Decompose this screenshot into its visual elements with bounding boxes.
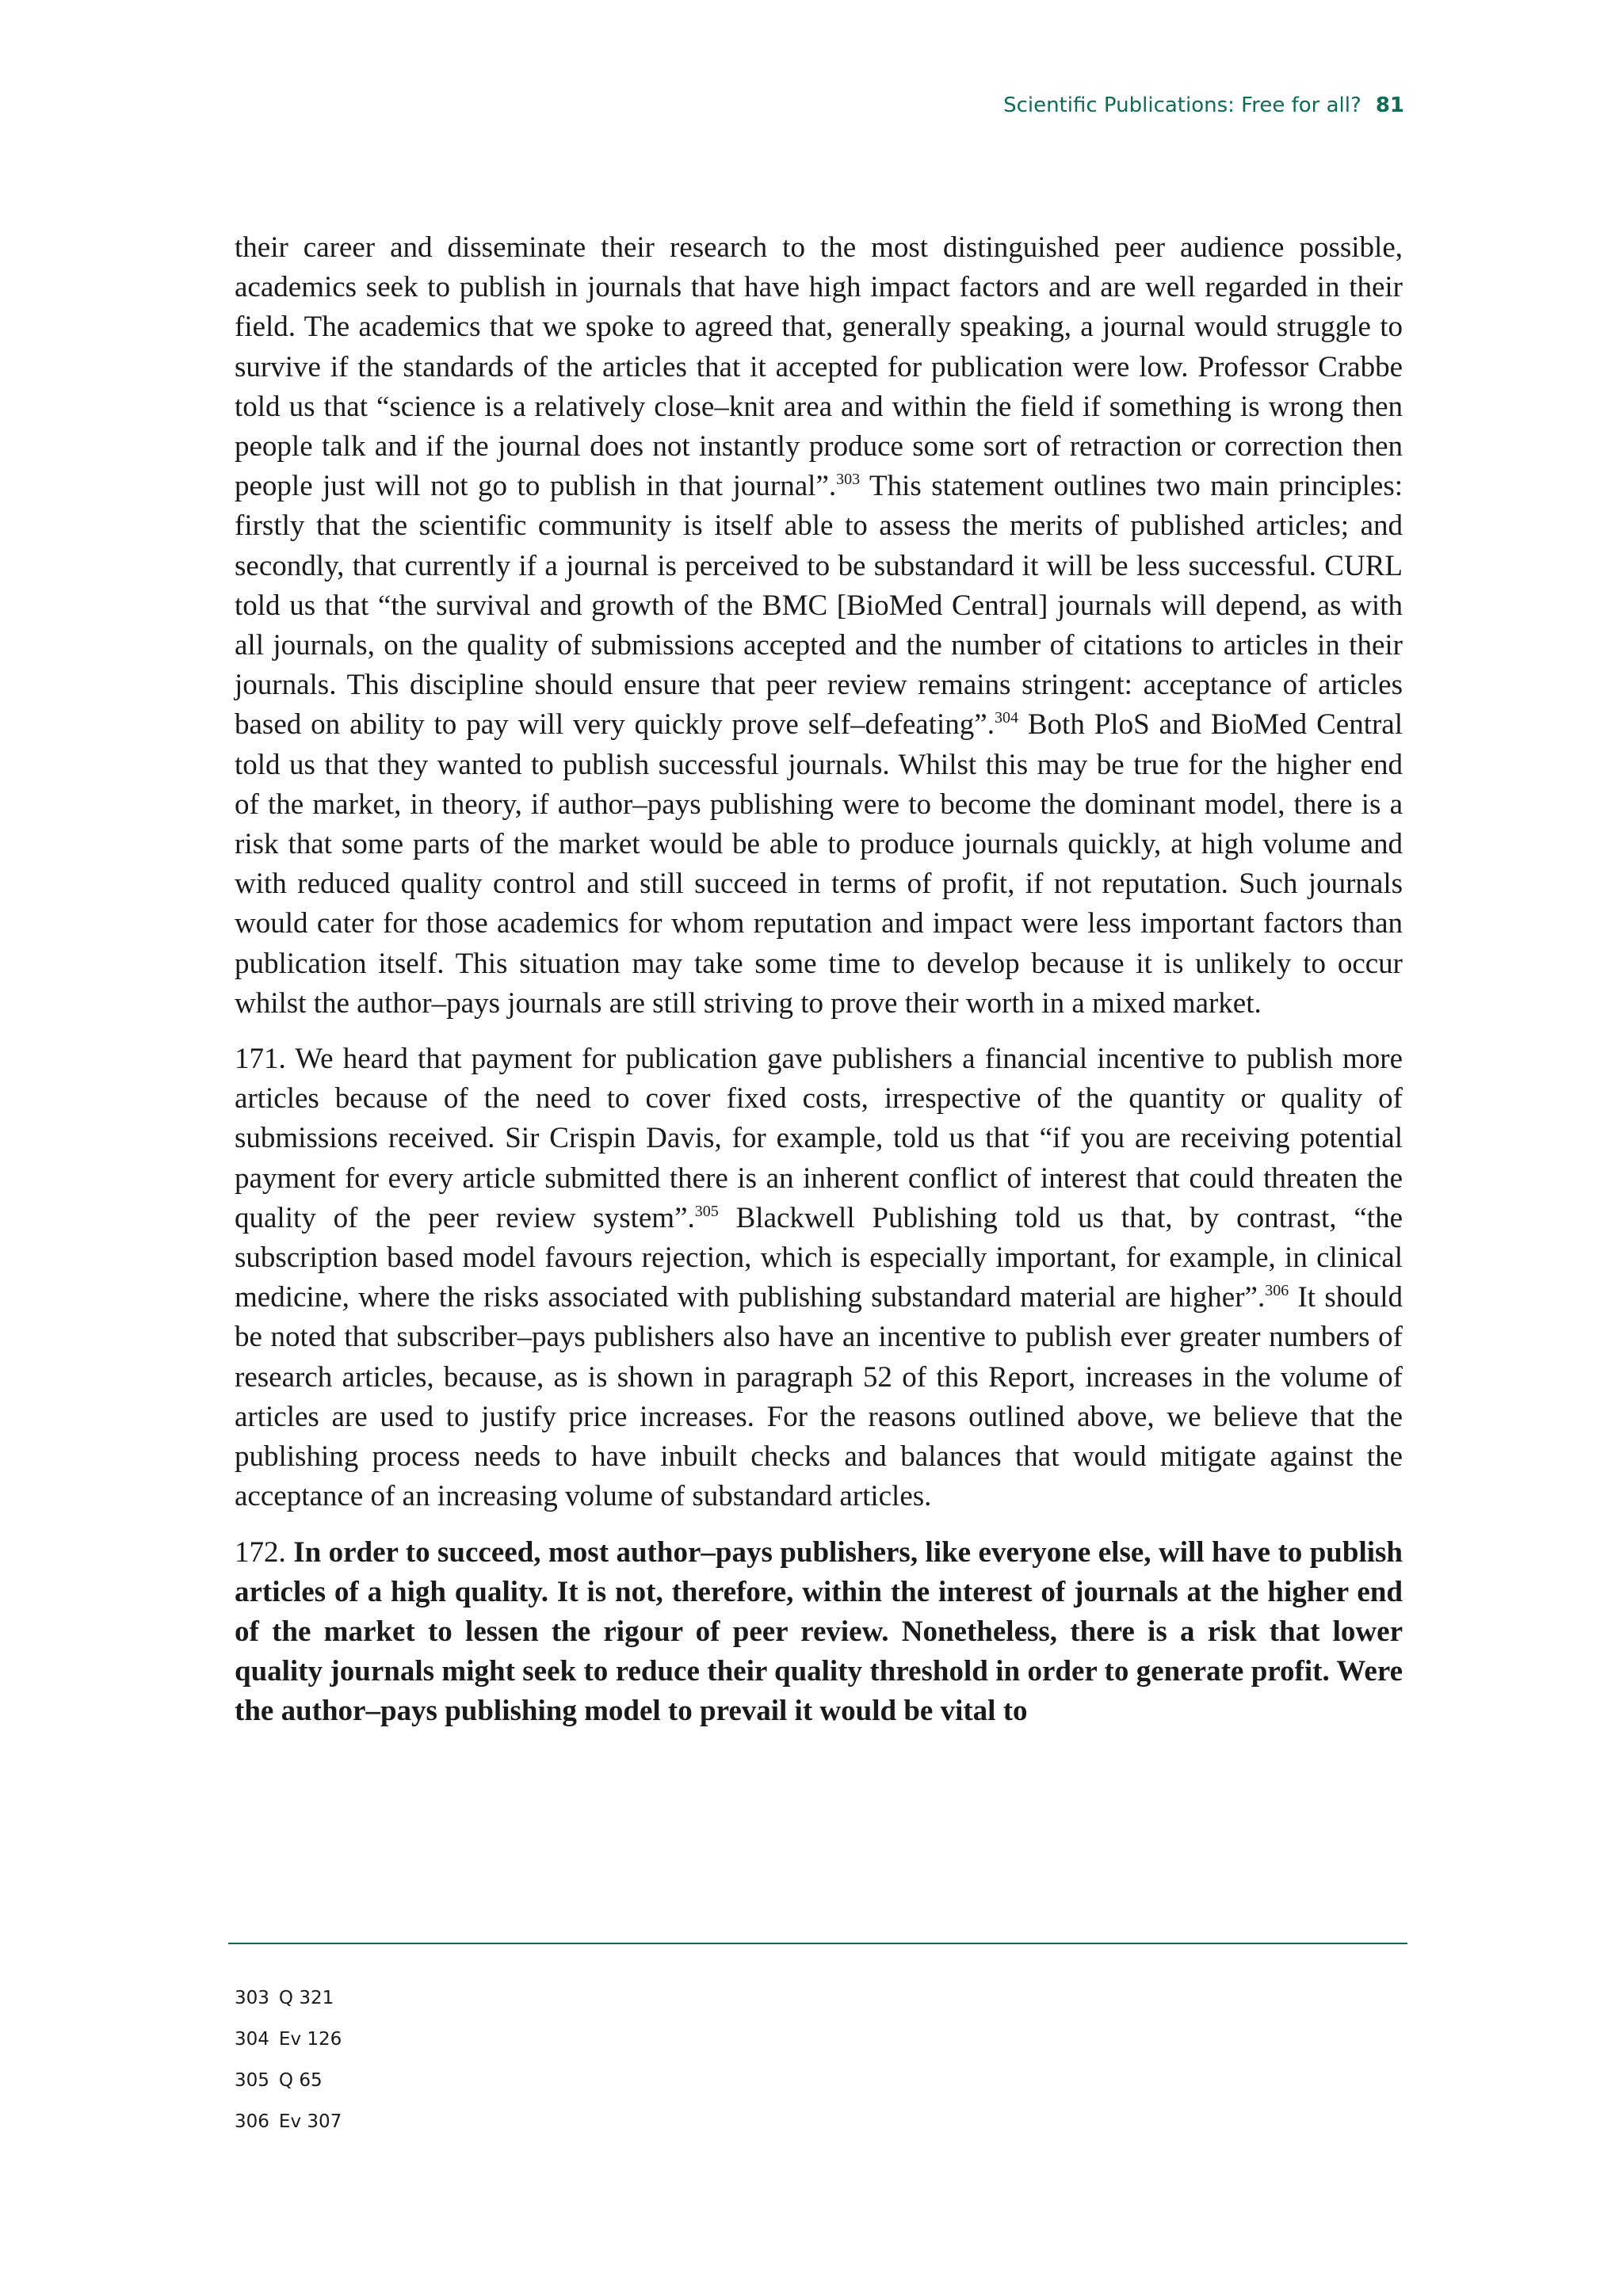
- footnote-ref-304: 304: [994, 709, 1018, 727]
- paragraph-172: [235, 1533, 1403, 1732]
- footnote-ref-306: 306: [1265, 1282, 1289, 1300]
- footnote-divider: [228, 1943, 1407, 1944]
- footnote-306: [235, 2110, 342, 2151]
- footnote-305: [235, 2069, 342, 2110]
- running-header-title: Scientific Publications: Free for all?: [1003, 93, 1361, 117]
- footnote-text: Ev 307: [278, 2111, 342, 2132]
- footnote-number: 305: [235, 2070, 269, 2091]
- body-text: [235, 228, 1403, 1748]
- footnote-number: 306: [235, 2111, 269, 2132]
- paragraph-text: Blackwell Publishing told us that, by contrast, “the subscription based model favours rejection, which is especially important, for example, in clinical medicine, where the risks associated with publishing substandard material are higher”.: [235, 1201, 1403, 1314]
- running-header: [1003, 93, 1404, 117]
- paragraph-text: It should be noted that subscriber–pays publishers also have an incentive to publish ever greater numbers of research articles, because, as is shown in paragraph 52 of this Report, increases in the volume of articles are used to justify price increases. For the reasons outlined above, we believe that the publishing process needs to have inbuilt checks and balances that would mitigate against the acceptance of an increasing volume of substandard articles.: [235, 1281, 1403, 1513]
- footnote-number: 304: [235, 2029, 269, 2050]
- footnote-number: 303: [235, 1988, 269, 2008]
- paragraph-text: Both PloS and BioMed Central told us that they wanted to publish successful journals. Whilst this may be true for the higher end of the market, in theory, if author–pays publishing were to become the dominant model, there is a risk that some parts of the market would be able to produce journals quickly, at high volume and with reduced quality control and still succeed in terms of profit, if not reputation. Such journals would cater for those academics for whom reputation and impact were less important factors than publication itself. This situation may take some time to develop because it is unlikely to occur whilst the author–pays journals are still striving to prove their worth in a mixed market.: [235, 708, 1403, 1020]
- paragraph-conclusion-bold: In order to succeed, most author–pays publishers, like everyone else, will have to publish articles of a high quality. It is not, therefore, within the interest of journals at the higher end of the market to lessen the rigour of peer review. Nonetheless, there is a risk that lower quality journals might seek to reduce their quality threshold in order to generate profit. Were the author–pays publishing model to prevail it would be vital to: [235, 1535, 1403, 1728]
- paragraph-text: their career and disseminate their research to the most distinguished peer audience possible, academics seek to publish in journals that have high impact factors and are well regarded in their field. The academics that we spoke to agreed that, generally speaking, a journal would struggle to survive if the standards of the articles that it accepted for publication were low. Professor Crabbe told us that “science is a relatively close–knit area and within the field if something is wrong then people talk and if the journal does not instantly produce some sort of retraction or correction then people just will not go to publish in that journal”.: [235, 231, 1403, 503]
- paragraph-text: 171. We heard that payment for publication gave publishers a financial incentive to publish more articles because of the need to cover fixed costs, irrespective of the quantity or quality of submissions received. Sir Crispin Davis, for example, told us that “if you are receiving potential payment for every article submitted there is an inherent conflict of interest that could threaten the quality of the peer review system”.: [235, 1043, 1403, 1234]
- footnote-303: [235, 1986, 342, 2027]
- paragraph-170-continuation: [235, 228, 1403, 1024]
- paragraph-number: 172.: [235, 1535, 294, 1569]
- footnote-304: [235, 2027, 342, 2069]
- footnote-text: Q 321: [278, 1988, 334, 2008]
- footnote-text: Q 65: [278, 2070, 323, 2091]
- footnotes: [235, 1986, 342, 2151]
- page-number: 81: [1375, 93, 1404, 117]
- footnote-ref-303: 303: [836, 471, 861, 489]
- paragraph-text: This statement outlines two main principles: firstly that the scientific community is itself able to assess the merits of published articles; and secondly, that currently if a journal is perceived to be substandard it will be less successful. CURL told us that “the survival and growth of the BMC [BioMed Central] journals will depend, as with all journals, on the quality of submissions accepted and the number of citations to articles in their journals. This discipline should ensure that peer review remains stringent: acceptance of articles based on ability to pay will very quickly prove self–defeating”.: [235, 470, 1403, 742]
- footnote-ref-305: 305: [694, 1202, 719, 1220]
- footnote-text: Ev 126: [278, 2029, 342, 2050]
- paragraph-171: [235, 1039, 1403, 1516]
